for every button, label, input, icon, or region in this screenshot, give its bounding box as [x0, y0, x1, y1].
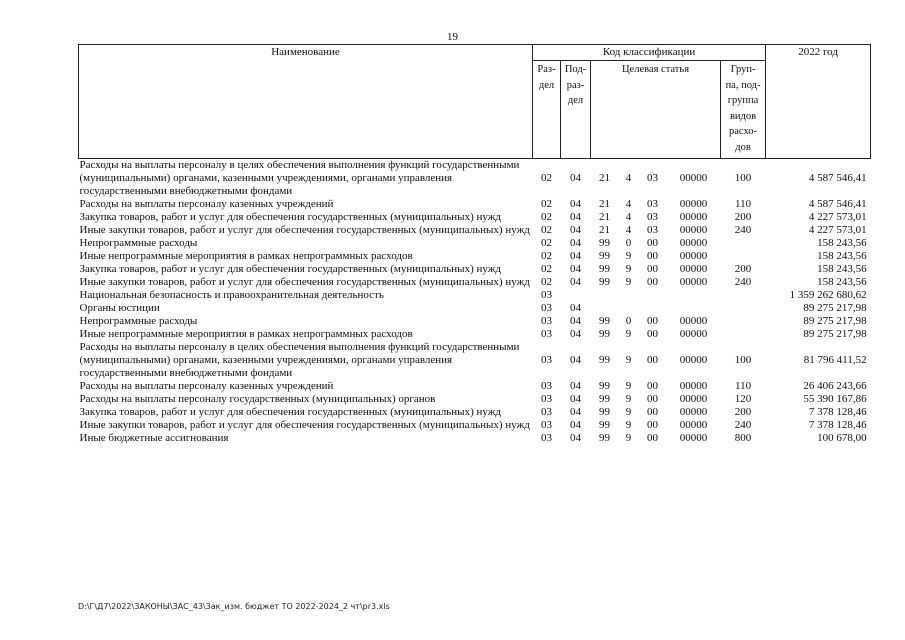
row-name: Иные закупки товаров, работ и услуг для обеспечения государственных (муниципальных) нужд — [79, 419, 530, 431]
row-target-main-event: 00 — [647, 237, 658, 249]
row-target-main-event — [639, 289, 667, 302]
header-razdel: Раз- дел — [533, 61, 561, 159]
row-target-program: 99 — [599, 393, 610, 405]
row-target-program — [591, 302, 619, 315]
row-name: Закупка товаров, работ и услуг для обеспечения государственных (муниципальных) нужд — [79, 211, 501, 223]
row-amount: 7 378 128,46 — [808, 406, 867, 418]
row-podrazdel: 04 — [570, 315, 581, 327]
row-target-program — [591, 289, 619, 302]
row-amount: 158 243,56 — [817, 237, 867, 249]
row-razdel: 03 — [541, 406, 552, 418]
table-row — [79, 302, 871, 315]
row-expense-type: 110 — [734, 198, 752, 210]
row-razdel: 03 — [541, 354, 552, 366]
row-target-direction: 00000 — [679, 406, 708, 418]
row-podrazdel: 04 — [570, 224, 581, 236]
row-amount: 89 275 217,98 — [803, 302, 867, 314]
row-target-direction — [667, 289, 721, 302]
table-header-row-top — [79, 45, 871, 61]
row-target-direction: 00000 — [679, 354, 708, 366]
row-target-subprogram: 9 — [625, 263, 632, 275]
row-razdel: 02 — [541, 172, 552, 184]
row-name: Иные непрограммные мероприятия в рамках непрограммных расходов — [79, 328, 413, 340]
row-razdel: 03 — [541, 419, 552, 431]
row-razdel: 03 — [541, 302, 552, 314]
row-target-subprogram: 0 — [625, 237, 632, 249]
row-target-main-event: 03 — [647, 172, 658, 184]
row-expense-type: 100 — [734, 354, 752, 366]
row-amount: 158 243,56 — [817, 276, 867, 288]
row-podrazdel: 04 — [570, 380, 581, 392]
table-row — [79, 419, 871, 432]
row-target-subprogram: 9 — [625, 393, 632, 405]
row-expense-type: 240 — [734, 276, 752, 288]
row-target-subprogram: 9 — [625, 250, 632, 262]
row-amount: 7 378 128,46 — [808, 419, 867, 431]
row-target-main-event: 03 — [647, 211, 658, 223]
row-target-main-event: 00 — [647, 315, 658, 327]
row-name: Иные закупки товаров, работ и услуг для обеспечения государственных (муниципальных) нужд — [79, 224, 530, 236]
row-expense-type: 100 — [734, 172, 752, 184]
row-target-program: 99 — [599, 237, 610, 249]
table-row — [79, 276, 871, 289]
row-target-main-event: 00 — [647, 354, 658, 366]
row-target-direction: 00000 — [679, 172, 708, 184]
row-expense-type — [721, 237, 766, 250]
row-razdel: 02 — [541, 224, 552, 236]
row-target-main-event: 00 — [647, 263, 658, 275]
header-group: Груп- па, под- группа видов расхо- дов — [721, 61, 766, 159]
row-name: Расходы на выплаты персоналу в целях обеспечения выполнения функций государственными (муниципальными) органами, казенными учреждениями, органами управления государственными внебюджетными фондами — [79, 341, 520, 379]
row-target-direction: 00000 — [679, 380, 708, 392]
row-razdel: 03 — [541, 328, 552, 340]
row-target-direction: 00000 — [679, 315, 708, 327]
row-target-subprogram: 9 — [625, 419, 632, 431]
row-target-program: 21 — [599, 198, 610, 210]
row-target-direction — [667, 302, 721, 315]
row-name: Иные закупки товаров, работ и услуг для обеспечения государственных (муниципальных) нужд — [79, 276, 530, 288]
row-expense-type — [721, 289, 766, 302]
row-razdel: 02 — [541, 263, 552, 275]
row-podrazdel: 04 — [570, 263, 581, 275]
row-razdel: 03 — [541, 380, 552, 392]
row-target-subprogram: 0 — [625, 315, 632, 327]
row-target-direction: 00000 — [679, 393, 708, 405]
row-target-program: 99 — [599, 263, 610, 275]
row-target-program: 21 — [599, 211, 610, 223]
row-razdel: 03 — [541, 315, 552, 327]
row-amount: 55 390 167,86 — [803, 393, 867, 405]
header-podrazdel: Под- раз- дел — [561, 61, 591, 159]
row-expense-type: 800 — [734, 432, 752, 444]
row-razdel: 03 — [541, 289, 552, 301]
table-row — [79, 224, 871, 237]
row-name: Расходы на выплаты персоналу казенных учреждений — [79, 380, 334, 392]
row-target-program: 99 — [599, 250, 610, 262]
row-amount: 100 678,00 — [817, 432, 867, 444]
row-expense-type: 200 — [734, 211, 752, 223]
row-podrazdel: 04 — [570, 302, 581, 314]
row-amount: 158 243,56 — [817, 263, 867, 275]
row-amount: 81 796 411,52 — [803, 354, 867, 366]
row-amount: 89 275 217,98 — [803, 315, 867, 327]
row-target-main-event — [639, 302, 667, 315]
row-target-direction: 00000 — [679, 432, 708, 444]
budget-table — [78, 44, 871, 445]
table-row — [79, 263, 871, 276]
row-target-main-event: 00 — [647, 393, 658, 405]
row-expense-type — [721, 302, 766, 315]
row-amount: 4 227 573,01 — [808, 211, 867, 223]
table-row — [79, 211, 871, 224]
row-razdel: 03 — [541, 393, 552, 405]
row-amount: 4 587 546,41 — [808, 172, 867, 184]
row-amount: 4 227 573,01 — [808, 224, 867, 236]
table-row — [79, 393, 871, 406]
row-target-direction: 00000 — [679, 263, 708, 275]
row-target-direction: 00000 — [679, 211, 708, 223]
row-podrazdel: 04 — [570, 211, 581, 223]
table-row — [79, 289, 871, 302]
row-target-subprogram — [619, 289, 639, 302]
row-name: Расходы на выплаты персоналу государственных (муниципальных) органов — [79, 393, 436, 405]
row-target-main-event: 00 — [647, 380, 658, 392]
row-name: Национальная безопасность и правоохранительная деятельность — [79, 289, 384, 301]
row-target-subprogram: 9 — [625, 354, 632, 366]
row-name: Закупка товаров, работ и услуг для обеспечения государственных (муниципальных) нужд — [79, 406, 501, 418]
row-expense-type — [721, 328, 766, 341]
header-name: Наименование — [79, 45, 533, 159]
row-target-program: 99 — [599, 315, 610, 327]
header-classification: Код классификации — [533, 45, 766, 61]
row-podrazdel — [561, 289, 591, 302]
row-expense-type: 120 — [734, 393, 752, 405]
row-razdel: 03 — [541, 432, 552, 444]
row-amount: 4 587 546,41 — [808, 198, 867, 210]
row-podrazdel: 04 — [570, 198, 581, 210]
row-target-subprogram: 4 — [625, 172, 632, 184]
row-target-direction: 00000 — [679, 224, 708, 236]
row-amount: 89 275 217,98 — [803, 328, 867, 340]
row-expense-type: 200 — [734, 406, 752, 418]
row-razdel: 02 — [541, 198, 552, 210]
row-podrazdel: 04 — [570, 237, 581, 249]
row-amount: 1 359 262 680,62 — [789, 289, 867, 301]
row-razdel: 02 — [541, 276, 552, 288]
table-row — [79, 315, 871, 328]
table-row — [79, 237, 871, 250]
row-podrazdel: 04 — [570, 172, 581, 184]
row-target-program: 99 — [599, 406, 610, 418]
row-podrazdel: 04 — [570, 354, 581, 366]
row-name: Непрограммные расходы — [79, 237, 198, 249]
row-target-program: 99 — [599, 419, 610, 431]
row-name: Расходы на выплаты персоналу казенных учреждений — [79, 198, 334, 210]
row-target-main-event: 00 — [647, 250, 658, 262]
row-target-subprogram: 9 — [625, 406, 632, 418]
row-target-subprogram: 9 — [625, 380, 632, 392]
table-body — [79, 159, 871, 446]
row-name: Иные непрограммные мероприятия в рамках непрограммных расходов — [79, 250, 413, 262]
row-target-main-event: 00 — [647, 276, 658, 288]
table-row — [79, 406, 871, 419]
row-podrazdel: 04 — [570, 419, 581, 431]
row-expense-type — [721, 315, 766, 328]
row-target-main-event: 00 — [647, 432, 658, 444]
row-podrazdel: 04 — [570, 276, 581, 288]
row-razdel: 02 — [541, 250, 552, 262]
row-target-main-event: 03 — [647, 224, 658, 236]
row-razdel: 02 — [541, 237, 552, 249]
page-number: 19 — [447, 31, 458, 43]
row-target-direction: 00000 — [679, 276, 708, 288]
row-target-subprogram: 4 — [625, 211, 632, 223]
row-target-main-event: 00 — [647, 328, 658, 340]
row-target-main-event: 00 — [647, 406, 658, 418]
row-expense-type: 240 — [734, 224, 752, 236]
row-target-program: 99 — [599, 432, 610, 444]
table-row — [79, 250, 871, 263]
row-podrazdel: 04 — [570, 250, 581, 262]
row-expense-type: 110 — [734, 380, 752, 392]
table-row — [79, 432, 871, 445]
row-razdel: 02 — [541, 211, 552, 223]
row-name: Органы юстиции — [79, 302, 160, 314]
row-target-subprogram: 4 — [625, 224, 632, 236]
row-target-program: 21 — [599, 224, 610, 236]
header-year: 2022 год — [766, 45, 871, 159]
row-amount: 26 406 243,66 — [803, 380, 867, 392]
row-name: Иные бюджетные ассигнования — [79, 432, 229, 444]
row-expense-type: 240 — [734, 419, 752, 431]
row-target-direction: 00000 — [679, 328, 708, 340]
header-target: Целевая статья — [591, 61, 721, 159]
table-row — [79, 159, 871, 199]
row-target-main-event: 03 — [647, 198, 658, 210]
row-target-direction: 00000 — [679, 250, 708, 262]
row-podrazdel: 04 — [570, 406, 581, 418]
row-target-subprogram — [619, 302, 639, 315]
row-target-direction: 00000 — [679, 419, 708, 431]
row-target-subprogram: 9 — [625, 276, 632, 288]
footer-file-path: D:\Г\Д7\2022\ЗАКОНЫ\ЗАС_43\Зак_изм. бюджет ТО 2022-2024_2 чт\pr3.xls — [78, 602, 390, 611]
row-podrazdel: 04 — [570, 328, 581, 340]
row-target-direction: 00000 — [679, 237, 708, 249]
row-expense-type — [721, 250, 766, 263]
table-row — [79, 341, 871, 380]
row-target-program: 99 — [599, 276, 610, 288]
row-podrazdel: 04 — [570, 393, 581, 405]
row-target-subprogram: 9 — [625, 432, 632, 444]
row-expense-type: 200 — [734, 263, 752, 275]
row-podrazdel: 04 — [570, 432, 581, 444]
row-target-subprogram: 4 — [625, 198, 632, 210]
table-row — [79, 380, 871, 393]
row-target-program: 99 — [599, 354, 610, 366]
row-target-program: 21 — [599, 172, 610, 184]
row-target-program: 99 — [599, 380, 610, 392]
table-row — [79, 198, 871, 211]
row-name: Закупка товаров, работ и услуг для обеспечения государственных (муниципальных) нужд — [79, 263, 501, 275]
row-target-main-event: 00 — [647, 419, 658, 431]
row-target-direction: 00000 — [679, 198, 708, 210]
table-row — [79, 328, 871, 341]
row-name: Непрограммные расходы — [79, 315, 198, 327]
row-name: Расходы на выплаты персоналу в целях обеспечения выполнения функций государственными (муниципальными) органами, казенными учреждениями, органами управления государственными внебюджетными фондами — [79, 159, 520, 197]
row-target-program: 99 — [599, 328, 610, 340]
row-amount: 158 243,56 — [817, 250, 867, 262]
row-target-subprogram: 9 — [625, 328, 632, 340]
